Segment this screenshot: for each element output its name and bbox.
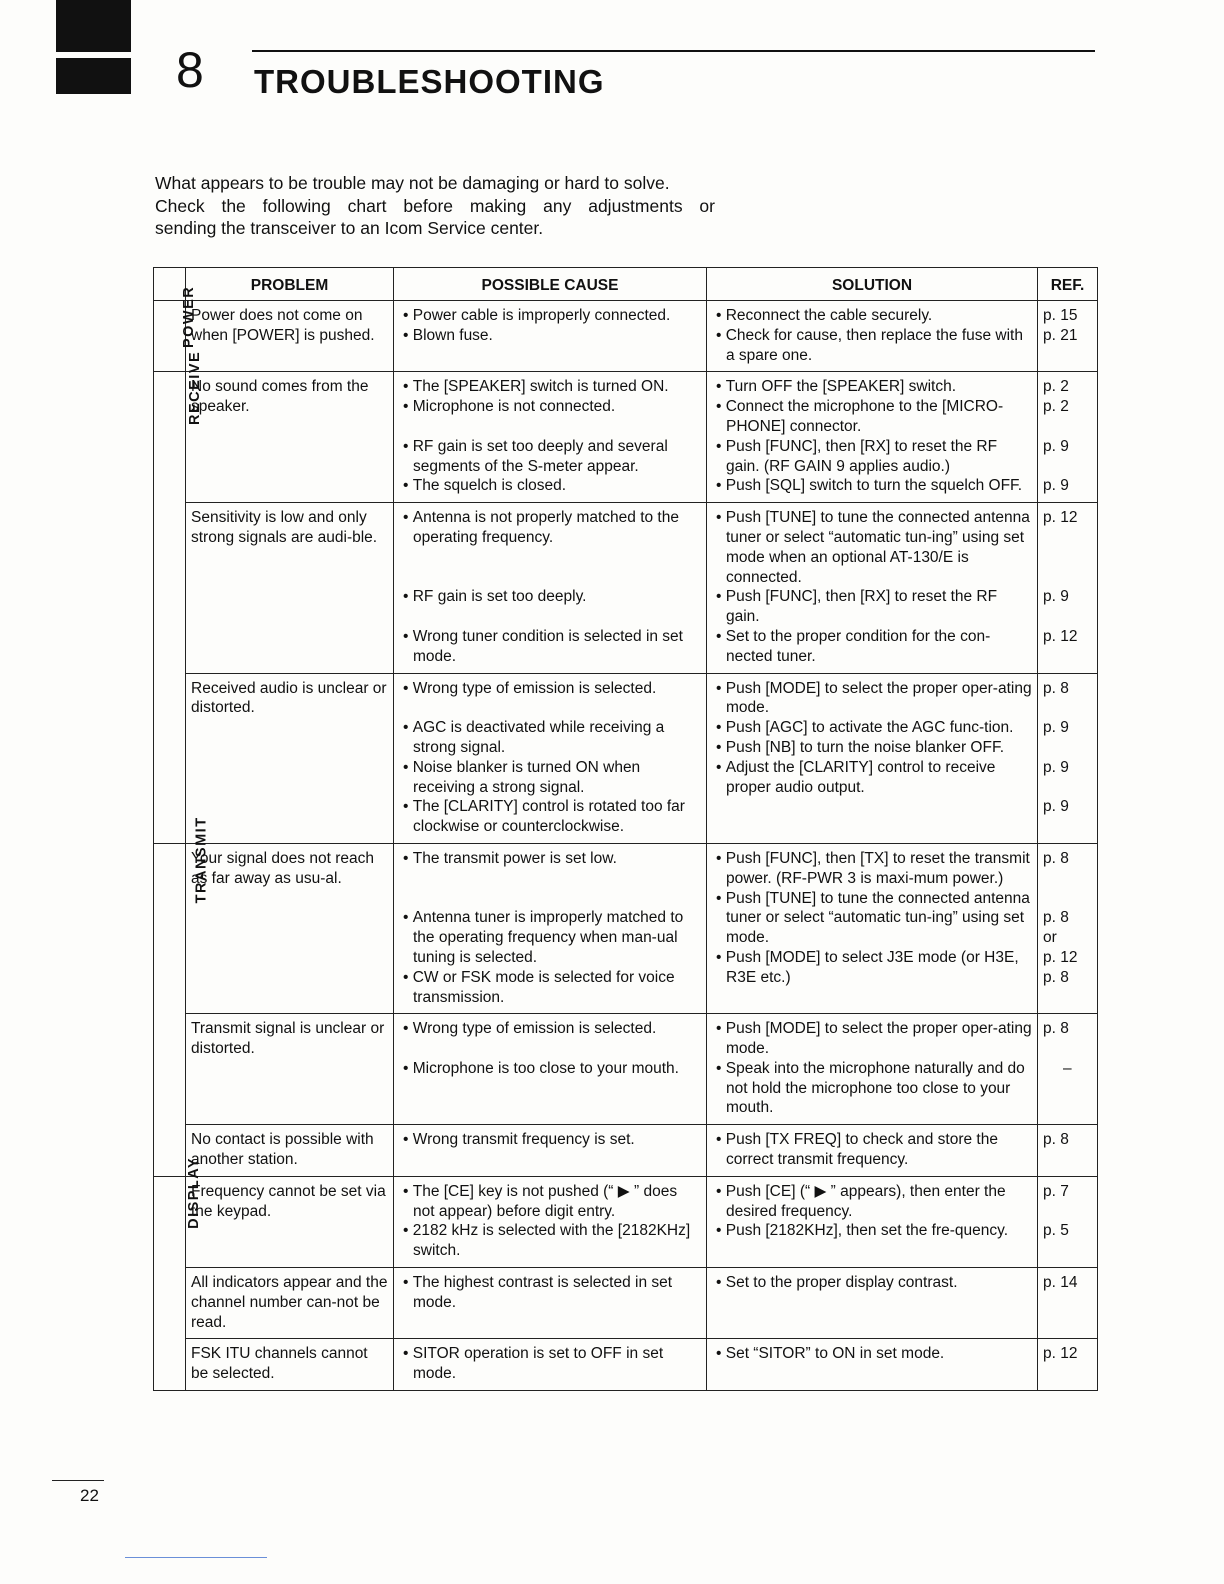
chapter-tab-bottom bbox=[56, 58, 131, 94]
header-ref: REF. bbox=[1038, 268, 1098, 301]
problem-cell: Sensitivity is low and only strong signals are audi-ble. bbox=[186, 503, 394, 673]
intro-line: What appears to be trouble may not be damaging or hard to solve. bbox=[155, 173, 670, 193]
solution-item: • Set to the proper condition for the con-nected tuner. bbox=[712, 627, 1033, 667]
ref-cell bbox=[1038, 301, 1098, 372]
page-number: 22 bbox=[80, 1486, 99, 1505]
header-solution: SOLUTION bbox=[707, 268, 1038, 301]
section-display: DISPLAY bbox=[154, 1176, 186, 1390]
header-problem: PROBLEM bbox=[186, 268, 394, 301]
cause-item: • AGC is deactivated while receiving a strong signal. bbox=[399, 718, 702, 758]
cause-item: • Microphone is not connected. bbox=[399, 397, 702, 417]
chapter-number: 8 bbox=[176, 42, 204, 98]
ref-item: p. 12 bbox=[1043, 627, 1078, 645]
ref-item: p. 8 bbox=[1043, 849, 1069, 867]
table-row bbox=[154, 503, 1098, 673]
cause-item: • Blown fuse. bbox=[399, 326, 702, 346]
solution-cell bbox=[707, 673, 1038, 843]
solution-item: • Speak into the microphone naturally and do not hold the microphone too close to your mouth. bbox=[712, 1059, 1033, 1118]
solution-item: • Reconnect the cable securely. bbox=[712, 306, 1033, 326]
cause-item: • SITOR operation is set to OFF in set mode. bbox=[399, 1344, 702, 1384]
solution-item: • Push [SQL] switch to turn the squelch OFF. bbox=[712, 476, 1033, 496]
solution-item: • Push [TUNE] to tune the connected antenna tuner or select “automatic tun-ing” using set mode when an optional AT-130/E is connected. bbox=[712, 508, 1033, 587]
intro-line: sending the transceiver to an Icom Service center. bbox=[155, 218, 544, 238]
ref-item: or bbox=[1043, 929, 1057, 947]
ref-item: p. 9 bbox=[1043, 477, 1069, 495]
solution-cell bbox=[707, 1268, 1038, 1339]
ref-cell bbox=[1038, 843, 1098, 1013]
cause-item: • The [CLARITY] control is rotated too far clockwise or counterclockwise. bbox=[399, 797, 702, 837]
problem-cell: Transmit signal is unclear or distorted. bbox=[186, 1014, 394, 1125]
scan-artifact-line bbox=[125, 1557, 267, 1558]
ref-cell bbox=[1038, 673, 1098, 843]
table-row bbox=[154, 1176, 1098, 1267]
cause-item: • The transmit power is set low. bbox=[399, 849, 702, 869]
cause-item: • Wrong type of emission is selected. bbox=[399, 1019, 702, 1039]
page-number-rule bbox=[52, 1480, 104, 1481]
section-power: POWER bbox=[154, 301, 186, 372]
problem-cell: No contact is possible with another station. bbox=[186, 1125, 394, 1177]
solution-item: • Push [2182KHz], then set the fre-quency. bbox=[712, 1221, 1033, 1241]
cause-item: • Noise blanker is turned ON when receiving a strong signal. bbox=[399, 758, 702, 798]
cause-cell bbox=[394, 301, 707, 372]
ref-item: p. 21 bbox=[1043, 326, 1078, 344]
solution-cell bbox=[707, 1014, 1038, 1125]
solution-item: • Connect the microphone to the [MICRO-PHONE] connector. bbox=[712, 397, 1033, 437]
cause-item: • 2182 kHz is selected with the [2182KHz] switch. bbox=[399, 1221, 702, 1261]
solution-item: • Set “SITOR” to ON in set mode. bbox=[712, 1344, 1033, 1364]
ref-item: p. 9 bbox=[1043, 719, 1069, 737]
ref-cell bbox=[1038, 1268, 1098, 1339]
cause-item: • Microphone is too close to your mouth. bbox=[399, 1059, 702, 1079]
ref-item: p. 5 bbox=[1043, 1222, 1069, 1240]
solution-cell bbox=[707, 1176, 1038, 1267]
ref-item: p. 12 bbox=[1043, 1345, 1078, 1363]
cause-cell bbox=[394, 503, 707, 673]
cause-cell bbox=[394, 1014, 707, 1125]
table-row bbox=[154, 1268, 1098, 1339]
cause-item: • Wrong tuner condition is selected in set mode. bbox=[399, 627, 702, 667]
solution-item: • Push [TX FREQ] to check and store the correct transmit frequency. bbox=[712, 1130, 1033, 1170]
ref-item: – bbox=[1063, 1059, 1072, 1077]
cause-item: • The [CE] key is not pushed (“ ▶ ” does not appear) before digit entry. bbox=[399, 1182, 702, 1222]
ref-item: p. 8 bbox=[1043, 909, 1069, 927]
section-receive: RECEIVE bbox=[154, 372, 186, 844]
ref-item: p. 8 bbox=[1043, 1020, 1069, 1038]
cause-item: • Wrong type of emission is selected. bbox=[399, 679, 702, 699]
solution-cell bbox=[707, 1339, 1038, 1391]
ref-item: p. 8 bbox=[1043, 968, 1069, 986]
section-transmit: TRANSMIT bbox=[154, 843, 186, 1176]
ref-cell bbox=[1038, 1339, 1098, 1391]
table-row bbox=[154, 301, 1098, 372]
ref-item: p. 2 bbox=[1043, 378, 1069, 396]
solution-item: • Push [MODE] to select the proper oper-ating mode. bbox=[712, 679, 1033, 719]
table-header-row bbox=[154, 268, 1098, 301]
chapter-title: TROUBLESHOOTING bbox=[254, 63, 605, 100]
ref-item: p. 2 bbox=[1043, 398, 1069, 416]
solution-item: • Push [FUNC], then [RX] to reset the RF gain. (RF GAIN 9 applies audio.) bbox=[712, 437, 1033, 477]
solution-item: • Push [FUNC], then [RX] to reset the RF gain. bbox=[712, 587, 1033, 627]
ref-item: p. 8 bbox=[1043, 1131, 1069, 1149]
solution-item: • Push [MODE] to select the proper oper-ating mode. bbox=[712, 1019, 1033, 1059]
solution-item: • Push [AGC] to activate the AGC func-tion. bbox=[712, 718, 1033, 738]
table-row bbox=[154, 372, 1098, 503]
solution-item: • Turn OFF the [SPEAKER] switch. bbox=[712, 377, 1033, 397]
solution-item: • Check for cause, then replace the fuse with a spare one. bbox=[712, 326, 1033, 366]
cause-cell bbox=[394, 1339, 707, 1391]
solution-cell bbox=[707, 372, 1038, 503]
solution-item: • Push [FUNC], then [TX] to reset the transmit power. (RF-PWR 3 is maxi-mum power.) bbox=[712, 849, 1033, 889]
cause-item: • CW or FSK mode is selected for voice transmission. bbox=[399, 968, 702, 1008]
ref-item: p. 9 bbox=[1043, 798, 1069, 816]
problem-cell: FSK ITU channels cannot be selected. bbox=[186, 1339, 394, 1391]
ref-item: p. 7 bbox=[1043, 1182, 1069, 1200]
solution-item: • Set to the proper display contrast. bbox=[712, 1273, 1033, 1293]
solution-cell bbox=[707, 843, 1038, 1013]
table-row bbox=[154, 843, 1098, 1013]
ref-item: p. 8 bbox=[1043, 679, 1069, 697]
solution-cell bbox=[707, 1125, 1038, 1177]
header-possible-cause: POSSIBLE CAUSE bbox=[394, 268, 707, 301]
cause-cell bbox=[394, 1125, 707, 1177]
ref-cell bbox=[1038, 372, 1098, 503]
ref-cell bbox=[1038, 503, 1098, 673]
cause-cell bbox=[394, 673, 707, 843]
cause-item: • The [SPEAKER] switch is turned ON. bbox=[399, 377, 702, 397]
cause-item: • The highest contrast is selected in set mode. bbox=[399, 1273, 702, 1313]
cause-item: • Antenna tuner is improperly matched to the operating frequency when man-ual tuning is selected. bbox=[399, 908, 702, 967]
ref-item: p. 12 bbox=[1043, 948, 1078, 966]
cause-cell bbox=[394, 1268, 707, 1339]
ref-item: p. 9 bbox=[1043, 588, 1069, 606]
problem-cell: No sound comes from the speaker. bbox=[186, 372, 394, 503]
ref-item: p. 14 bbox=[1043, 1274, 1078, 1292]
ref-cell bbox=[1038, 1125, 1098, 1177]
solution-item: • Push [MODE] to select J3E mode (or H3E, R3E etc.) bbox=[712, 948, 1033, 988]
problem-cell: Power does not come on when [POWER] is pushed. bbox=[186, 301, 394, 372]
table-row bbox=[154, 673, 1098, 843]
ref-cell bbox=[1038, 1014, 1098, 1125]
problem-cell: Your signal does not reach as far away as usu-al. bbox=[186, 843, 394, 1013]
cause-item: • RF gain is set too deeply. bbox=[399, 587, 702, 607]
solution-cell bbox=[707, 503, 1038, 673]
solution-cell bbox=[707, 301, 1038, 372]
chapter-tab-top bbox=[56, 0, 131, 52]
solution-item: • Push [TUNE] to tune the connected antenna tuner or select “automatic tun-ing” using set mode. bbox=[712, 889, 1033, 948]
ref-cell bbox=[1038, 1176, 1098, 1267]
cause-item: • The squelch is closed. bbox=[399, 476, 702, 496]
problem-cell: All indicators appear and the channel number can-not be read. bbox=[186, 1268, 394, 1339]
solution-item: • Push [CE] (“ ▶ ” appears), then enter the desired frequency. bbox=[712, 1182, 1033, 1222]
table-row bbox=[154, 1014, 1098, 1125]
ref-item: p. 9 bbox=[1043, 758, 1069, 776]
cause-cell bbox=[394, 843, 707, 1013]
problem-cell: Received audio is unclear or distorted. bbox=[186, 673, 394, 843]
intro-paragraph bbox=[155, 172, 715, 240]
cause-cell bbox=[394, 372, 707, 503]
ref-item: p. 15 bbox=[1043, 307, 1078, 324]
table-row bbox=[154, 1125, 1098, 1177]
troubleshooting-table bbox=[153, 267, 1098, 1391]
problem-cell: Frequency cannot be set via the keypad. bbox=[186, 1176, 394, 1267]
cause-item: • Antenna is not properly matched to the operating frequency. bbox=[399, 508, 702, 548]
cause-cell bbox=[394, 1176, 707, 1267]
chapter-rule bbox=[252, 50, 1095, 52]
cause-item: • RF gain is set too deeply and several segments of the S-meter appear. bbox=[399, 437, 702, 477]
ref-item: p. 12 bbox=[1043, 509, 1078, 527]
solution-item: • Push [NB] to turn the noise blanker OFF. bbox=[712, 738, 1033, 758]
cause-item: • Power cable is improperly connected. bbox=[399, 306, 702, 326]
intro-line: Check the following chart before making any adjustments or bbox=[155, 195, 715, 216]
table-row bbox=[154, 1339, 1098, 1391]
solution-item: • Adjust the [CLARITY] control to receive proper audio output. bbox=[712, 758, 1033, 798]
ref-item: p. 9 bbox=[1043, 437, 1069, 455]
cause-item: • Wrong transmit frequency is set. bbox=[399, 1130, 702, 1150]
